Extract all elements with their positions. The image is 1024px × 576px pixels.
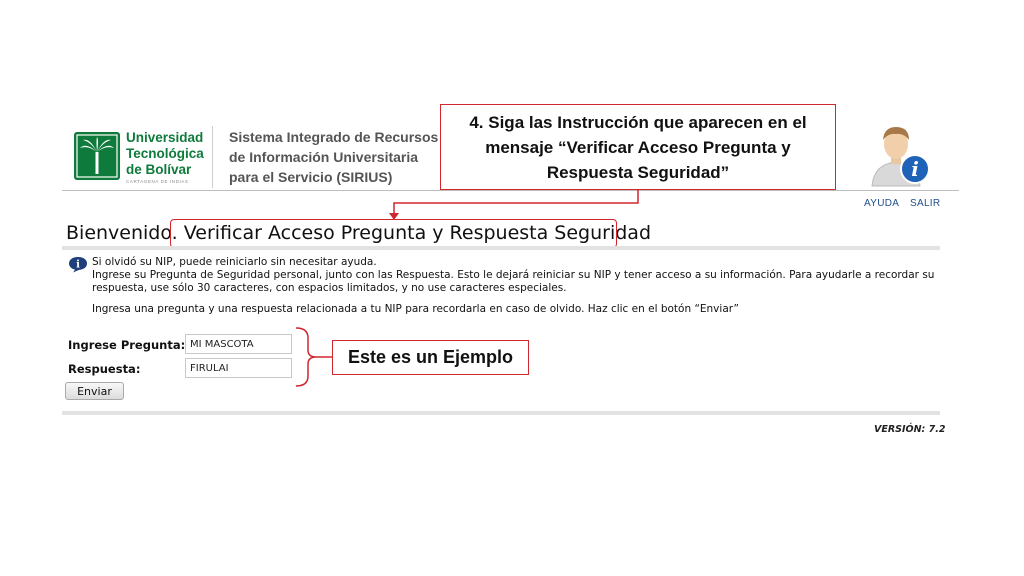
info-icon	[68, 256, 88, 278]
university-logo	[74, 130, 204, 186]
answer-label: Respuesta:	[68, 362, 141, 376]
info-line: Ingresa una pregunta y una respuesta relacionada a tu NIP para recordarla en caso de olvido. Haz clic en el botón “Enviar”	[92, 303, 739, 315]
system-title-line: de Información Universitaria	[229, 149, 419, 165]
help-link[interactable]: AYUDA	[864, 198, 900, 209]
callout-line: 4. Siga las Instrucción que aparecen en el	[469, 112, 807, 132]
user-help-icon[interactable]	[866, 124, 932, 188]
logo-line: Universidad	[126, 130, 204, 145]
question-input[interactable]	[185, 334, 292, 354]
logo-line: Tecnológica	[126, 146, 204, 161]
header-divider	[212, 126, 213, 188]
callout-arrow	[380, 188, 650, 222]
welcome-text: Bienvenido.	[66, 222, 178, 244]
answer-input[interactable]	[185, 358, 292, 378]
svg-text:i: i	[911, 157, 919, 181]
palm-tree-icon	[74, 132, 120, 180]
logo-wordmark	[126, 130, 204, 178]
example-callout: Este es un Ejemplo	[332, 340, 529, 375]
example-bracket	[292, 326, 336, 390]
logout-link[interactable]: SALIR	[910, 198, 941, 209]
info-message	[92, 256, 942, 316]
info-line: Si olvidó su NIP, puede reiniciarlo sin necesitar ayuda.	[92, 256, 377, 268]
info-line: Ingrese su Pregunta de Seguridad personal, junto con las Respuesta. Esto le dejará reiniciar su NIP y tener acceso a su información. Para ayudarle a recordar su respuesta, use sólo 30 caracteres, con espacios limitados, y no use caracteres especiales.	[92, 269, 935, 294]
system-title-line: Sistema Integrado de Recursos	[229, 129, 439, 145]
system-title	[229, 127, 438, 187]
system-title-line: para el Servicio (SIRIUS)	[229, 169, 393, 185]
callout-line: mensaje “Verificar Acceso Pregunta y	[485, 137, 791, 157]
title-rule	[62, 246, 940, 250]
logo-line: de Bolívar	[126, 162, 192, 177]
submit-button[interactable]: Enviar	[65, 382, 124, 400]
question-label: Ingrese Pregunta:	[68, 338, 186, 352]
svg-text:i: i	[76, 259, 80, 271]
footer-rule	[62, 411, 940, 415]
title-highlight-box	[170, 219, 617, 248]
version-label: VERSIÓN: 7.2	[874, 424, 946, 435]
callout-line: Respuesta Seguridad”	[546, 162, 730, 182]
logo-subtitle: CARTAGENA DE INDIAS	[126, 179, 189, 184]
instruction-callout	[440, 104, 836, 190]
page-heading: Verificar Acceso Pregunta y Respuesta Seguridad	[183, 222, 652, 244]
